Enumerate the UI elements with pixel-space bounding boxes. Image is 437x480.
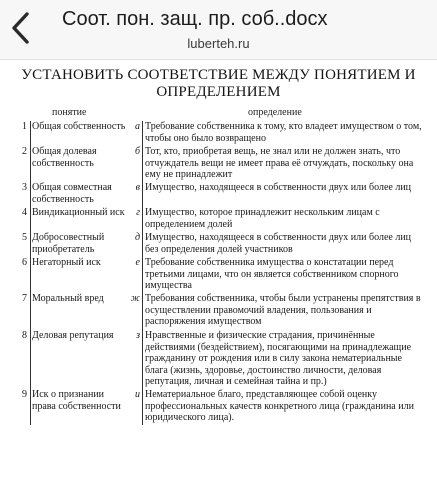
row-number: 1 [22, 121, 27, 132]
row-number: 4 [22, 207, 27, 218]
row-number: 7 [22, 293, 27, 304]
document-page [0, 61, 437, 480]
definition-letter: д [134, 232, 140, 243]
definition-cell: Имущество, которое принадлежит нескольким лицам с определением долей [142, 207, 425, 232]
definition-cell: Имущество, находящееся в собственности двух или более лиц [142, 182, 425, 207]
term-cell: Виндикационный иск [30, 207, 128, 232]
definition-cell: Требование собственника имущества о констатации перед третьими лицами, что он является собственником спорного имущества [142, 257, 425, 293]
row-number: 2 [22, 146, 27, 157]
definition-cell: Тот, кто, приобретая вещь, не знал или не должен знать, что отчуждатель вещи не имеет права её отчуждать, поскольку она ему не принадлежит [142, 146, 425, 182]
column-header-definition: определение [248, 107, 302, 118]
term-cell: Моральный вред [30, 293, 128, 330]
definition-letter: в [135, 182, 140, 193]
definition-letter: з [136, 330, 140, 341]
table-row [22, 182, 425, 207]
table-row [22, 207, 425, 232]
term-cell: Общая долевая собственность [30, 146, 128, 182]
column-header-term: понятие [52, 107, 87, 118]
row-number: 8 [22, 330, 27, 341]
term-cell: Иск о признании права собственности [30, 389, 128, 425]
table-row [22, 121, 425, 146]
definition-cell: Требования собственника, чтобы были устранены препятствия в осуществлении правомочий владения, пользования и распоряжения имуществом [142, 293, 425, 330]
table-row [22, 257, 425, 293]
row-number: 5 [22, 232, 27, 243]
site-domain: luberteh.ru [187, 36, 250, 51]
term-cell: Деловая репутация [30, 330, 128, 389]
term-cell: Негаторный иск [30, 257, 128, 293]
document-heading: УСТАНОВИТЬ СООТВЕТСТВИЕ МЕЖДУ ПОНЯТИЕМ И ОПРЕДЕЛЕНИЕМ [21, 67, 416, 100]
table-row [22, 389, 425, 425]
definition-letter: и [135, 389, 140, 400]
definition-cell: Имущество, находящееся в собственности двух или более лиц без определения долей участников [142, 232, 425, 257]
row-number: 3 [22, 182, 27, 193]
document-title: Соот. пон. защ. пр. соб..docx [62, 8, 328, 30]
term-cell: Общая собственность [30, 121, 128, 146]
table-row [22, 232, 425, 257]
definition-letter: ж [130, 293, 140, 304]
definition-cell: Нематериальное благо, представляющее собой оценку профессиональных качеств конкретного лица (гражданина или юридического лица). [142, 389, 425, 425]
term-cell: Общая совместная собственность [30, 182, 128, 207]
definition-cell: Нравственные и физические страдания, причинённые действиями (бездействием), посягающими на принадлежащие гражданину от рождения или в силу закона нематериальные блага (жизнь, здоровье, достоинство личности, деловая репутация, личная и семейная тайна и пр.) [142, 330, 425, 389]
definition-letter: б [134, 146, 140, 157]
row-number: 9 [22, 389, 27, 400]
term-cell: Добросовестный приобретатель [30, 232, 128, 257]
matching-table [22, 121, 425, 425]
table-row [22, 293, 425, 330]
definition-letter: е [135, 257, 140, 268]
definition-letter: г [136, 207, 140, 218]
table-row [22, 146, 425, 182]
table-row [22, 330, 425, 389]
row-number: 6 [22, 257, 27, 268]
definition-letter: а [135, 121, 140, 132]
top-bar [0, 0, 437, 60]
definition-cell: Требование собственника к тому, кто владеет имуществом о том, чтобы оно было возвращено [142, 121, 425, 146]
